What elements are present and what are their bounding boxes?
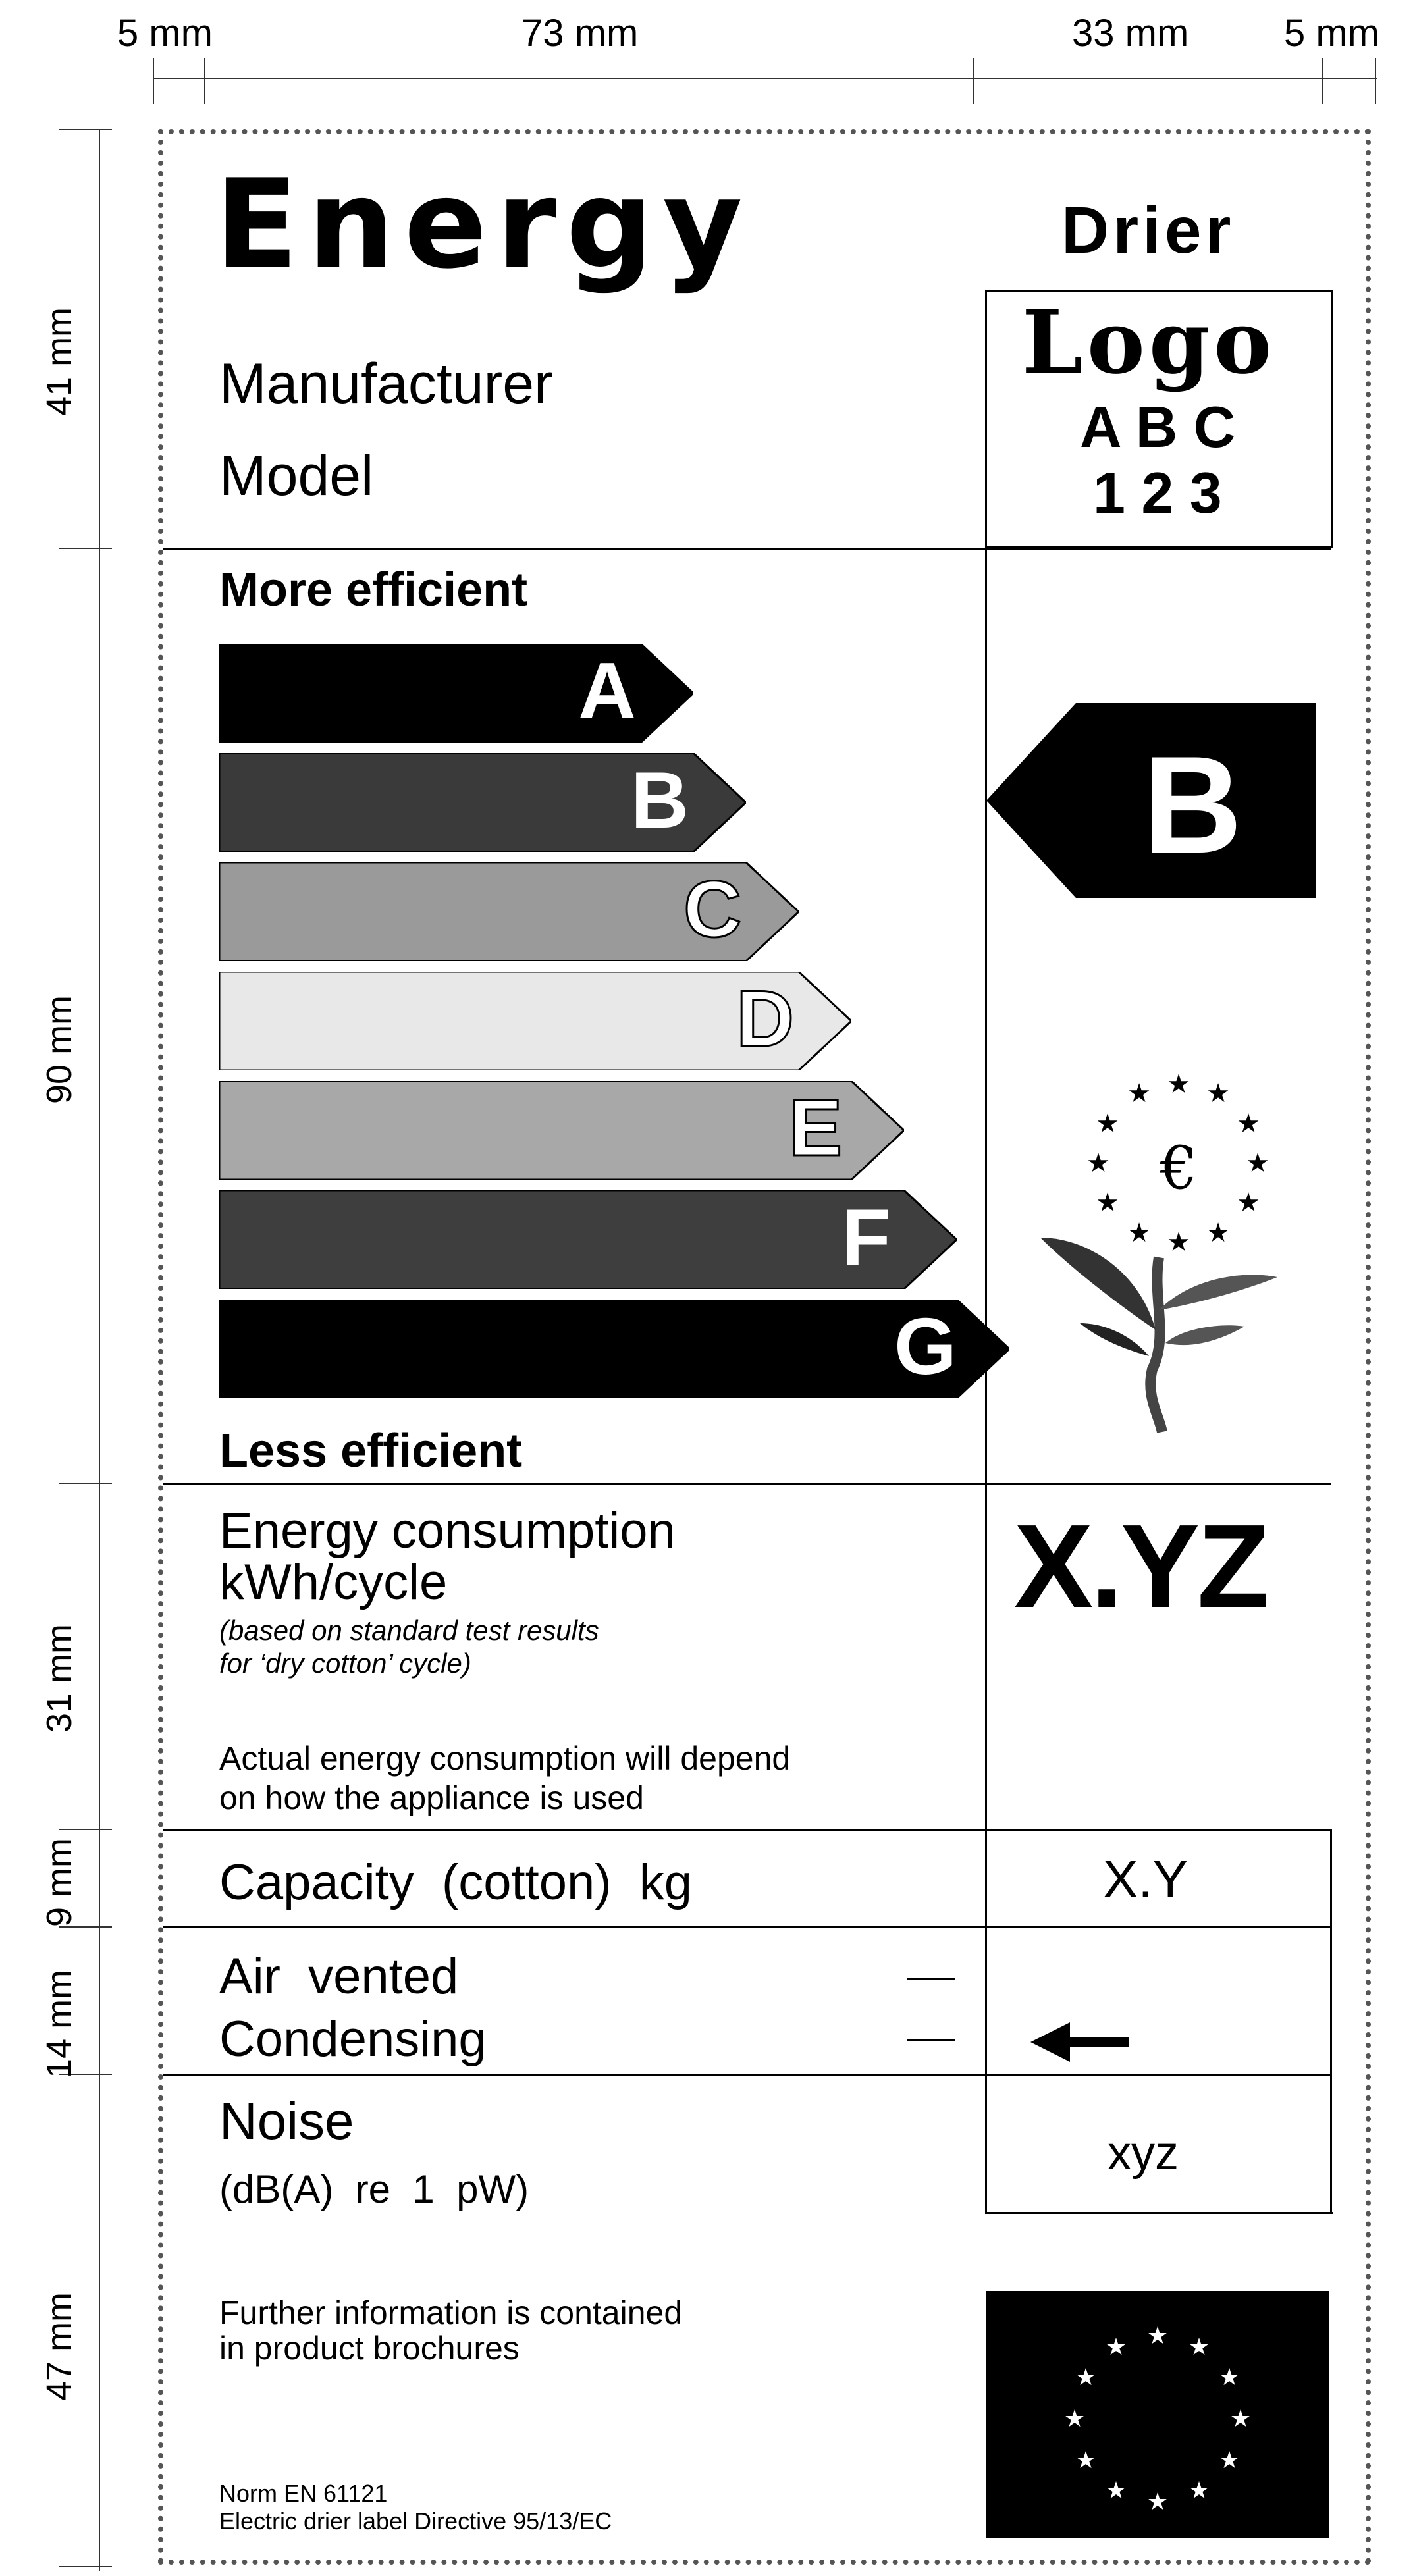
- dim-left-header: 41 mm: [40, 307, 79, 416]
- dim-tick: [1322, 58, 1323, 104]
- less-efficient-label: Less efficient: [219, 1425, 523, 1477]
- directive-reference: Electric drier label Directive 95/13/EC: [219, 2508, 612, 2535]
- model-label: Model: [219, 444, 374, 508]
- svg-text:★: ★: [1167, 1069, 1190, 1099]
- actual-consumption-note-2: on how the appliance is used: [219, 1779, 644, 1816]
- efficiency-class-d: [219, 972, 851, 1070]
- svg-text:★: ★: [1218, 2447, 1241, 2474]
- svg-text:★: ★: [1188, 2477, 1210, 2504]
- efficiency-class-letter: C: [683, 864, 742, 954]
- svg-text:★: ★: [1105, 2334, 1127, 2361]
- dim-top-right-margin: 5 mm: [1284, 12, 1379, 55]
- logo-line-2: A B C: [1080, 394, 1236, 460]
- dim-tick: [59, 2566, 112, 2567]
- dim-left-scale: 90 mm: [40, 995, 79, 1104]
- right-column-edge: [1330, 1829, 1332, 2214]
- dim-tick: [59, 1829, 112, 1830]
- label-title: Energy: [215, 153, 752, 296]
- svg-text:★: ★: [1237, 1109, 1260, 1139]
- manufacturer-label: Manufacturer: [219, 352, 553, 415]
- air-vented-dash: [907, 1978, 955, 1980]
- arrow-left-icon: [1030, 2022, 1129, 2062]
- svg-text:★: ★: [1146, 2488, 1169, 2515]
- actual-consumption-note-1: Actual energy consumption will depend: [219, 1740, 791, 1777]
- svg-text:★: ★: [1096, 1188, 1119, 1218]
- consumption-value: X.YZ: [1014, 1500, 1268, 1633]
- dim-left-line: [99, 129, 100, 2571]
- svg-text:★: ★: [1075, 2364, 1097, 2391]
- efficiency-class-letter: B: [631, 755, 689, 845]
- dim-left-capacity: 9 mm: [40, 1838, 79, 1927]
- dim-top-left-margin: 5 mm: [117, 12, 213, 55]
- dim-top-right-column: 33 mm: [1072, 12, 1189, 55]
- efficiency-class-a: [219, 644, 693, 743]
- logo-placeholder: Logo: [1022, 292, 1276, 394]
- dim-tick: [153, 58, 154, 104]
- consumption-title: Energy consumption: [219, 1503, 676, 1559]
- efficiency-class-c: [219, 862, 799, 961]
- dim-tick: [59, 129, 112, 130]
- efficiency-class-letter: G: [894, 1301, 957, 1391]
- divider-type: [163, 2074, 1331, 2076]
- svg-text:€: €: [1160, 1134, 1198, 1203]
- dim-tick: [973, 58, 974, 104]
- further-info-2: in product brochures: [219, 2330, 520, 2367]
- appliance-type: Drier: [1061, 194, 1235, 267]
- svg-text:★: ★: [1218, 2364, 1241, 2391]
- svg-text:★: ★: [1096, 1109, 1119, 1139]
- svg-text:★: ★: [1246, 1148, 1269, 1178]
- svg-text:★: ★: [1105, 2477, 1127, 2504]
- condensing-dash: [907, 2039, 955, 2041]
- air-vented-label: Air vented: [219, 1949, 459, 2005]
- svg-text:★: ★: [1127, 1218, 1151, 1248]
- efficiency-class-f: [219, 1190, 957, 1289]
- norm-reference: Norm EN 61121: [219, 2480, 388, 2507]
- efficiency-class-e: [219, 1081, 904, 1180]
- divider-capacity: [163, 1926, 1331, 1928]
- divider-consumption: [163, 1829, 1331, 1831]
- efficiency-class-letter: E: [789, 1083, 843, 1172]
- capacity-value: X.Y: [1103, 1850, 1188, 1908]
- svg-text:★: ★: [1146, 2323, 1169, 2350]
- consumption-unit: kWh/cycle: [219, 1554, 448, 1610]
- eu-ecolabel-flower-icon: [1027, 1060, 1291, 1435]
- noise-value: xyz: [1108, 2127, 1179, 2180]
- divider-header: [163, 548, 1331, 550]
- consumption-note-1: (based on standard test results: [219, 1615, 599, 1646]
- svg-text:★: ★: [1075, 2447, 1097, 2474]
- divider-scale: [163, 1483, 1331, 1485]
- efficiency-class-g: [219, 1300, 1009, 1398]
- eu-flag-icon: [986, 2291, 1329, 2538]
- dim-tick: [204, 58, 205, 104]
- efficiency-class-b: [219, 753, 746, 852]
- noise-label: Noise: [219, 2091, 354, 2150]
- noise-box-bottom: [985, 2212, 1333, 2214]
- rating-letter: B: [1142, 727, 1242, 882]
- svg-text:★: ★: [1229, 2405, 1252, 2432]
- condensing-label: Condensing: [219, 2011, 487, 2067]
- svg-text:★: ★: [1063, 2405, 1086, 2432]
- svg-text:★: ★: [1127, 1078, 1151, 1109]
- dim-top-main-width: 73 mm: [521, 12, 639, 55]
- consumption-note-2: for ‘dry cotton’ cycle): [219, 1648, 471, 1679]
- dim-left-footer: 47 mm: [40, 2292, 79, 2401]
- efficiency-class-letter: A: [578, 646, 637, 735]
- noise-unit: (dB(A) re 1 pW): [219, 2167, 529, 2211]
- svg-text:★: ★: [1237, 1188, 1260, 1218]
- svg-text:★: ★: [1086, 1148, 1110, 1178]
- svg-text:★: ★: [1188, 2334, 1210, 2361]
- dim-top-line: [153, 78, 1377, 79]
- svg-text:★: ★: [1167, 1227, 1190, 1257]
- efficiency-class-letter: D: [736, 974, 795, 1063]
- dim-tick: [1375, 58, 1376, 104]
- further-info-1: Further information is contained: [219, 2294, 683, 2331]
- capacity-label: Capacity (cotton) kg: [219, 1854, 693, 1910]
- dim-left-consumption: 31 mm: [40, 1623, 79, 1733]
- svg-text:★: ★: [1206, 1078, 1230, 1109]
- more-efficient-label: More efficient: [219, 564, 528, 616]
- dim-left-type: 14 mm: [40, 1969, 79, 2078]
- dim-tick: [59, 1483, 112, 1484]
- efficiency-class-letter: F: [841, 1192, 891, 1282]
- svg-text:★: ★: [1206, 1218, 1230, 1248]
- dim-tick: [59, 548, 112, 549]
- logo-line-3: 1 2 3: [1093, 460, 1222, 525]
